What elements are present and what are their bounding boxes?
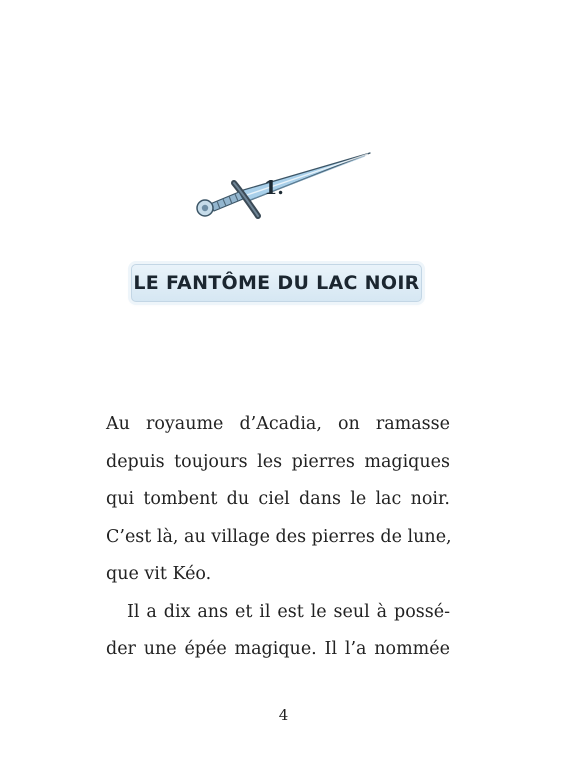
body-text [106,406,450,669]
text-line: der une épée magique. Il l’a nommée [106,639,450,659]
chapter-ornament [190,148,375,223]
text-line: depuis toujours les pierres magiques [106,451,450,472]
chapter-title-banner [131,264,422,302]
paragraph [106,406,450,594]
text-line: Il a dix ans et il est le seul à possé- [127,601,450,622]
sword-icon [190,148,375,223]
paragraph [106,594,450,669]
chapter-title: LE FANTÔME DU LAC NOIR [133,272,420,294]
page-number: 4 [278,706,289,724]
text-line: C’est là, au village des pierres de lune, [106,526,452,547]
text-line: que vit Kéo. [106,564,212,584]
text-line: qui tombent du ciel dans le lac noir. [106,489,450,509]
text-line: Au royaume d’Acadia, on ramasse [106,414,450,434]
chapter-number: 1. [264,177,284,199]
